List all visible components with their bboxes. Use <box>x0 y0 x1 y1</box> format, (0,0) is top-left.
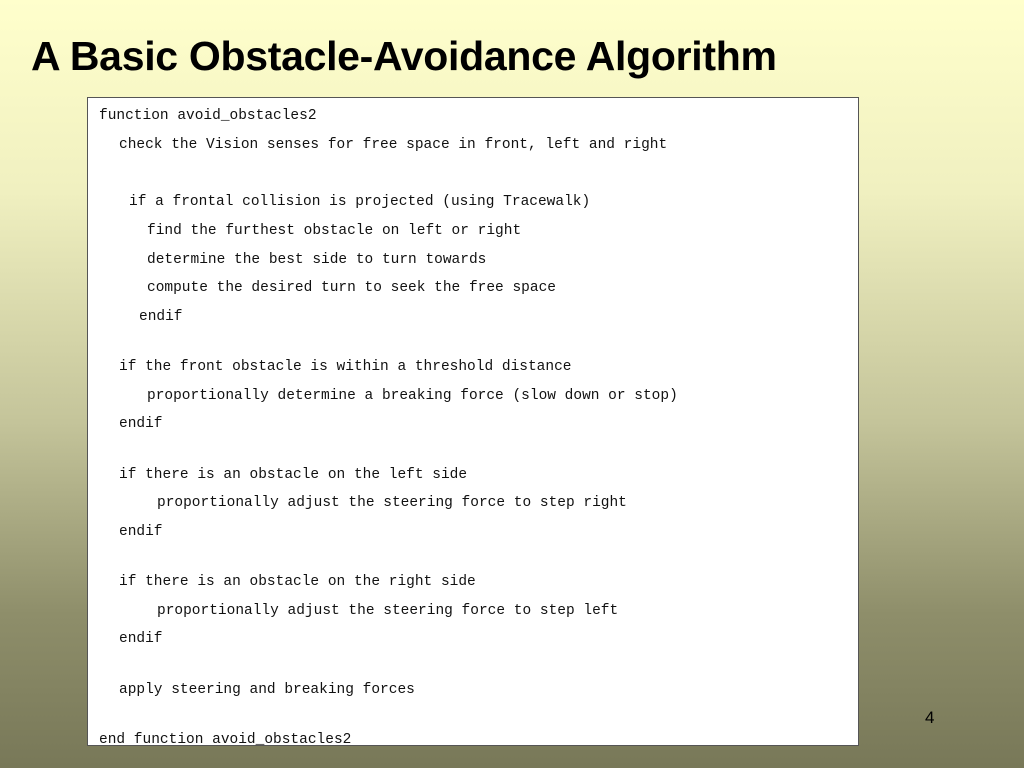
code-line: if the front obstacle is within a threshold distance <box>119 359 572 375</box>
code-line: proportionally determine a breaking force (slow down or stop) <box>147 388 678 404</box>
code-line: if there is an obstacle on the left side <box>119 467 468 483</box>
code-line: find the furthest obstacle on left or right <box>147 223 522 239</box>
code-line: function avoid_obstacles2 <box>99 108 317 124</box>
page-number: 4 <box>925 708 935 727</box>
code-line: compute the desired turn to seek the free space <box>147 280 556 296</box>
code-line: end function avoid_obstacles2 <box>99 732 352 748</box>
code-listing <box>87 97 859 746</box>
code-line: check the Vision senses for free space in front, left and right <box>119 137 668 153</box>
code-line: if a frontal collision is projected (using Tracewalk) <box>129 194 591 210</box>
code-line: proportionally adjust the steering force to step right <box>157 495 627 511</box>
code-line: if there is an obstacle on the right side <box>119 574 476 590</box>
code-line: proportionally adjust the steering force to step left <box>157 603 619 619</box>
code-line: endif <box>119 631 163 647</box>
code-line: determine the best side to turn towards <box>147 252 487 268</box>
code-line: apply steering and breaking forces <box>119 682 415 698</box>
slide-title: A Basic Obstacle-Avoidance Algorithm <box>31 33 777 79</box>
code-line: endif <box>119 416 163 432</box>
code-line: endif <box>119 524 163 540</box>
code-line: endif <box>139 309 183 325</box>
